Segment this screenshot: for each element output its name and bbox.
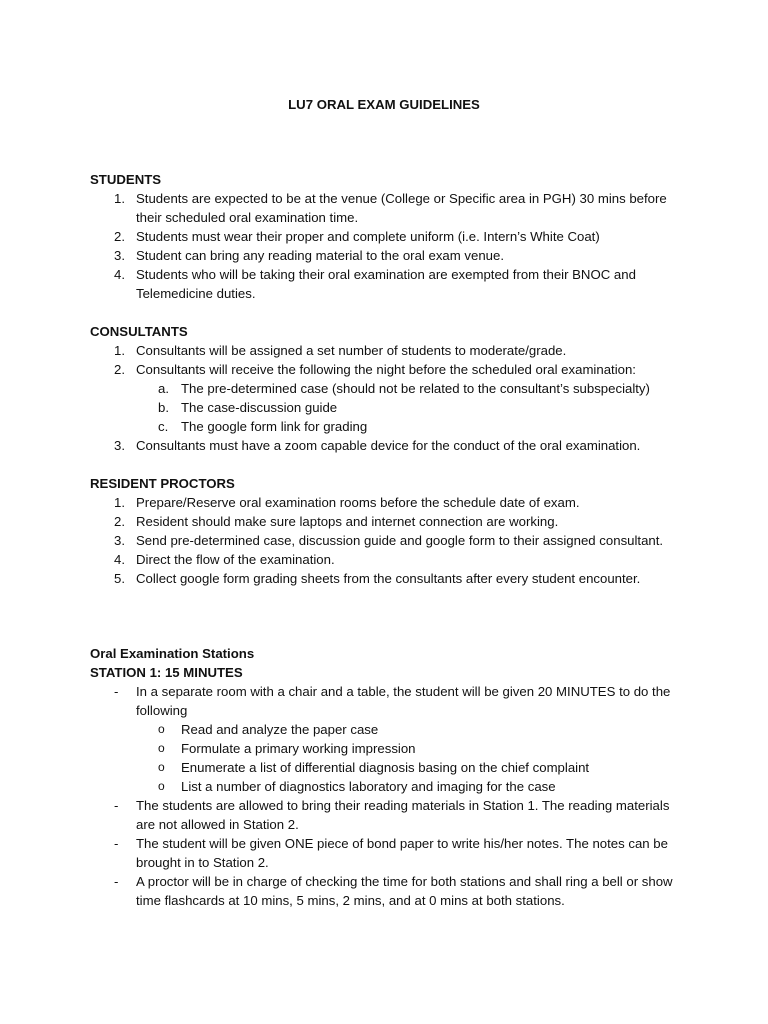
list-marker: c. xyxy=(158,419,169,434)
sublist-item xyxy=(90,379,690,398)
list-item xyxy=(90,682,690,720)
dash-marker: - xyxy=(114,684,119,699)
list-item xyxy=(90,796,690,834)
sublist-item xyxy=(90,720,690,739)
sublist-item xyxy=(90,417,690,436)
list-marker: 2. xyxy=(114,514,125,529)
document-title: LU7 ORAL EXAM GUIDELINES xyxy=(288,97,480,112)
list-item xyxy=(90,569,690,588)
list-item-text: Prepare/Reserve oral examination rooms before the schedule date of exam. xyxy=(136,495,580,510)
list-item xyxy=(90,265,690,303)
circle-bullet-icon: o xyxy=(158,760,165,774)
list-marker: b. xyxy=(158,400,169,415)
list-item-text: The case-discussion guide xyxy=(181,400,338,415)
proctors-section xyxy=(90,474,690,588)
list-item-text: Collect google form grading sheets from the consultants after every student encounter. xyxy=(136,571,641,586)
list-item-text: Students who will be taking their oral examination are exempted from their BNOC and Telemedicine duties. xyxy=(136,267,636,301)
list-item-text: Consultants will receive the following the night before the scheduled oral examination: xyxy=(136,362,636,377)
students-heading: STUDENTS xyxy=(90,172,162,187)
list-item-text: Formulate a primary working impression xyxy=(181,741,416,756)
list-item xyxy=(90,834,690,872)
list-item-text: The pre-determined case (should not be related to the consultant’s subspecialty) xyxy=(181,381,650,396)
station1-rules-list xyxy=(90,796,690,910)
stations-section xyxy=(90,644,690,910)
stations-heading: Oral Examination Stations xyxy=(90,646,255,661)
list-item-text: In a separate room with a chair and a table, the student will be given 20 MINUTES to do the following xyxy=(136,684,671,718)
consultants-sublist xyxy=(90,379,690,436)
list-item xyxy=(90,531,690,550)
list-item-text: Students are expected to be at the venue (College or Specific area in PGH) 30 mins before their scheduled oral examination time. xyxy=(136,191,667,225)
list-item-text: Students must wear their proper and complete uniform (i.e. Intern’s White Coat) xyxy=(136,229,600,244)
sublist-item xyxy=(90,739,690,758)
sublist-item xyxy=(90,398,690,417)
list-item xyxy=(90,360,690,379)
students-list xyxy=(90,189,690,303)
circle-bullet-icon: o xyxy=(158,722,165,736)
list-marker: a. xyxy=(158,381,169,396)
sublist-item xyxy=(90,777,690,796)
station1-list xyxy=(90,682,690,720)
list-item-text: Read and analyze the paper case xyxy=(181,722,379,737)
proctors-list xyxy=(90,493,690,588)
students-section xyxy=(90,170,690,303)
list-item xyxy=(90,189,690,227)
list-item-text: Send pre-determined case, discussion guide and google form to their assigned consultant. xyxy=(136,533,664,548)
list-item xyxy=(90,227,690,246)
consultants-heading: CONSULTANTS xyxy=(90,324,188,339)
station1-task-list xyxy=(90,720,690,796)
list-item xyxy=(90,246,690,265)
list-item-text: Consultants will be assigned a set number of students to moderate/grade. xyxy=(136,343,567,358)
consultants-section xyxy=(90,322,690,455)
proctors-heading: RESIDENT PROCTORS xyxy=(90,476,235,491)
list-marker: 4. xyxy=(114,267,125,282)
list-item xyxy=(90,512,690,531)
list-marker: 5. xyxy=(114,571,125,586)
list-marker: 1. xyxy=(114,495,125,510)
list-marker: 1. xyxy=(114,191,125,206)
list-marker: 4. xyxy=(114,552,125,567)
list-marker: 3. xyxy=(114,438,125,453)
consultants-list-continued xyxy=(90,436,690,455)
list-marker: 1. xyxy=(114,343,125,358)
list-marker: 3. xyxy=(114,248,125,263)
consultants-list xyxy=(90,341,690,379)
list-item-text: The students are allowed to bring their reading materials in Station 1. The reading materials are not allowed in Station 2. xyxy=(136,798,670,832)
dash-marker: - xyxy=(114,836,119,851)
list-marker: 2. xyxy=(114,229,125,244)
dash-marker: - xyxy=(114,798,119,813)
circle-bullet-icon: o xyxy=(158,779,165,793)
list-item xyxy=(90,341,690,360)
list-item xyxy=(90,550,690,569)
list-item xyxy=(90,872,690,910)
list-marker: 2. xyxy=(114,362,125,377)
dash-marker: - xyxy=(114,874,119,889)
list-item-text: The google form link for grading xyxy=(181,419,368,434)
list-item-text: The student will be given ONE piece of bond paper to write his/her notes. The notes can be brought in to Station 2. xyxy=(136,836,668,870)
station1-heading: STATION 1: 15 MINUTES xyxy=(90,665,243,680)
list-item-text: Resident should make sure laptops and internet connection are working. xyxy=(136,514,559,529)
list-item xyxy=(90,436,690,455)
list-item-text: List a number of diagnostics laboratory and imaging for the case xyxy=(181,779,556,794)
list-marker: 3. xyxy=(114,533,125,548)
list-item-text: A proctor will be in charge of checking the time for both stations and shall ring a bell or show time flashcards at 10 mins, 5 mins, 2 mins, and at 0 mins at both stations. xyxy=(136,874,673,908)
list-item-text: Student can bring any reading material to the oral exam venue. xyxy=(136,248,505,263)
list-item xyxy=(90,493,690,512)
list-item-text: Direct the flow of the examination. xyxy=(136,552,335,567)
circle-bullet-icon: o xyxy=(158,741,165,755)
list-item-text: Consultants must have a zoom capable device for the conduct of the oral examination. xyxy=(136,438,641,453)
list-item-text: Enumerate a list of differential diagnosis basing on the chief complaint xyxy=(181,760,590,775)
sublist-item xyxy=(90,758,690,777)
